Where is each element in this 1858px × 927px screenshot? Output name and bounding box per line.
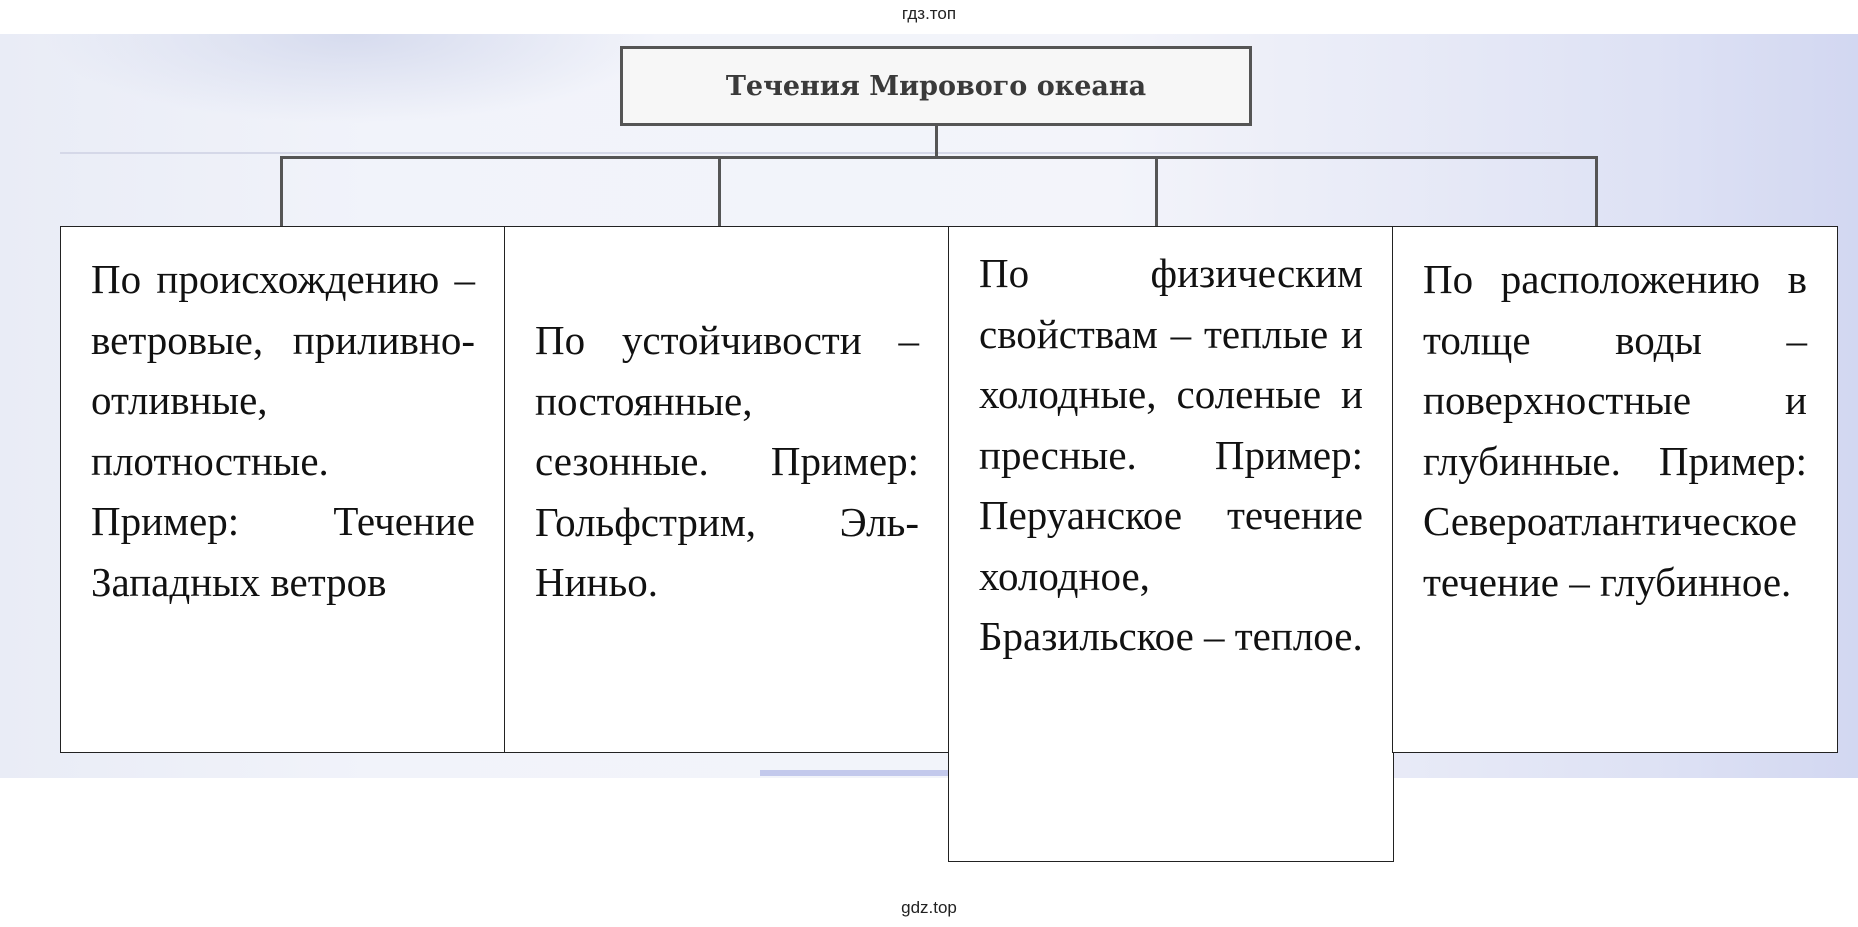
cell-depth-position: По расположению в толще воды – поверхностные и глубинные. Пример: Североатлантическое течение – глубинное. — [1392, 226, 1838, 753]
diagram-title: Течения Мирового океана — [620, 46, 1252, 126]
photo-smudge — [40, 34, 660, 124]
connector-horizontal — [280, 156, 1598, 159]
watermark-bottom: gdz.top — [901, 898, 957, 917]
connector-drop-4 — [1595, 156, 1598, 226]
photo-blue-bar — [760, 770, 960, 776]
cell-stability: По устойчивости – постоянные, сезонные. Пример: Гольфстрим, Эль-Ниньо. — [504, 226, 950, 753]
cell-physical-properties: По физическим свойствам – теплые и холодные, соленые и пресные. Пример: Перуанское течение холодное, Бразильское – теплое. — [948, 226, 1394, 862]
cell-origin: По происхождению – ветровые, приливно-отливные, плотностные. Пример: Течение Западных ветров — [60, 226, 506, 753]
connector-drop-2 — [718, 156, 721, 226]
connector-drop-1 — [280, 156, 283, 226]
connector-vertical-main — [935, 126, 938, 158]
watermark-top: гдз.топ — [901, 4, 957, 23]
photo-rule-line — [60, 152, 1560, 154]
connector-drop-3 — [1155, 156, 1158, 226]
